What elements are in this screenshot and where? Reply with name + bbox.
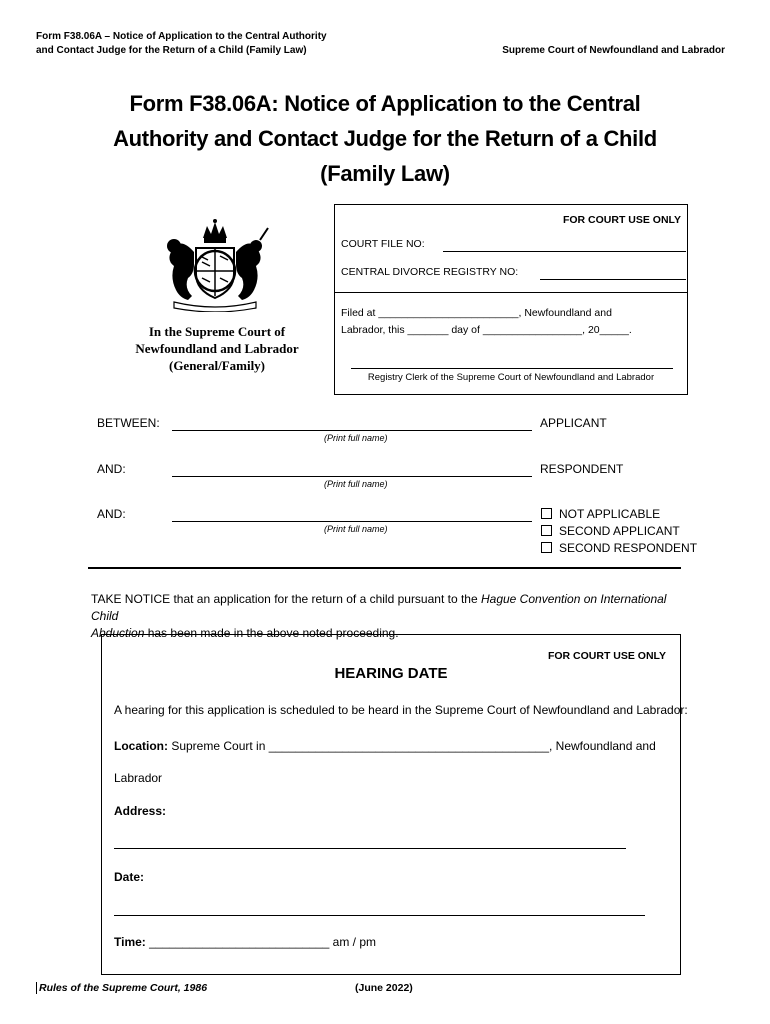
section-divider (88, 567, 681, 569)
respondent-label: RESPONDENT (540, 462, 624, 476)
header-right: Supreme Court of Newfoundland and Labrador (502, 45, 725, 56)
royal-coat-of-arms-icon (160, 216, 270, 312)
notice-italic-2: Abduction (91, 626, 145, 640)
notice-text-1: TAKE NOTICE that an application for the return of a child pursuant to the (91, 592, 481, 606)
filed-at-text[interactable] (341, 305, 681, 339)
checkbox-icon[interactable] (541, 525, 552, 536)
location-labrador: Labrador (114, 771, 163, 785)
hearing-location[interactable] (114, 739, 656, 753)
and-label-2: AND: (97, 507, 126, 521)
print-full-name-hint: (Print full name) (324, 524, 388, 534)
option-label: NOT APPLICABLE (559, 507, 661, 521)
court-name-line1: In the Supreme Court of (148, 324, 286, 339)
address-label: Address: (114, 804, 167, 818)
checkbox-icon[interactable] (541, 542, 552, 553)
location-label: Location: (114, 739, 168, 753)
hearing-time[interactable] (114, 935, 376, 949)
option-second-applicant[interactable] (541, 523, 697, 540)
footer-date: (June 2022) (355, 982, 413, 994)
applicant-name-field[interactable] (172, 430, 532, 431)
central-divorce-field[interactable] (540, 279, 686, 280)
hearing-date-title: HEARING DATE (334, 665, 448, 682)
time-label: Time: (114, 935, 146, 949)
header-left-line2: and Contact Judge for the Return of a Child (Family Law) (36, 45, 307, 56)
hearing-court-use-heading: FOR COURT USE ONLY (547, 650, 666, 662)
court-use-heading: FOR COURT USE ONLY (562, 214, 681, 226)
filed-at-line1: Filed at ________________________, Newfoundland and (341, 307, 612, 319)
central-divorce-label: CENTRAL DIVORCE REGISTRY NO: (341, 266, 519, 278)
footer-rules (36, 982, 207, 994)
second-party-name-field[interactable] (172, 521, 532, 522)
applicant-label: APPLICANT (540, 416, 607, 430)
notice-text-2: has been made in the above noted proceeding. (144, 626, 399, 640)
court-name (112, 323, 322, 374)
form-title-line3: (Family Law) (320, 161, 450, 186)
hearing-date-box (101, 634, 688, 975)
location-field: Supreme Court in __________________________________________, Newfoundland and (168, 739, 656, 753)
form-title (60, 86, 710, 191)
form-title-line1: Form F38.06A: Notice of Application to the Central (129, 91, 641, 116)
between-label: BETWEEN: (97, 416, 160, 430)
checkbox-icon[interactable] (541, 508, 552, 519)
header-left-line1: Form F38.06A – Notice of Application to the Central Authority (36, 31, 327, 42)
hearing-intro: A hearing for this application is scheduled to be heard in the Supreme Court of Newfoundland and Labrador: (114, 703, 688, 717)
court-name-line2: Newfoundland and Labrador (135, 341, 299, 356)
respondent-name-field[interactable] (172, 476, 532, 477)
print-full-name-hint: (Print full name) (324, 433, 388, 443)
option-label: SECOND APPLICANT (559, 524, 680, 538)
registry-clerk-signature-line[interactable] (351, 368, 673, 369)
date-field[interactable] (114, 915, 645, 916)
court-file-no-field[interactable] (443, 251, 686, 252)
option-not-applicable[interactable] (541, 506, 697, 523)
notice-italic-1: Hague Convention on International Child (91, 592, 667, 623)
time-field: ___________________________ am / pm (145, 935, 376, 949)
address-field[interactable] (114, 848, 626, 849)
print-full-name-hint: (Print full name) (324, 479, 388, 489)
header-left (36, 30, 327, 58)
filed-at-line2: Labrador, this _______ day of _________________, 20_____. (341, 324, 632, 336)
footer-rules-text: Rules of the Supreme Court, 1986 (36, 982, 207, 994)
option-label: SECOND RESPONDENT (559, 541, 698, 555)
second-party-options (541, 506, 697, 557)
court-name-line3: (General/Family) (168, 358, 266, 373)
registry-clerk-label: Registry Clerk of the Supreme Court of Newfoundland and Labrador (367, 372, 655, 383)
date-label: Date: (114, 870, 145, 884)
court-use-box (334, 204, 688, 395)
option-second-respondent[interactable] (541, 540, 697, 557)
court-box-divider (335, 292, 687, 293)
form-title-line2: Authority and Contact Judge for the Return of a Child (113, 126, 657, 151)
court-file-no-label: COURT FILE NO: (341, 238, 425, 250)
and-label-1: AND: (97, 462, 126, 476)
